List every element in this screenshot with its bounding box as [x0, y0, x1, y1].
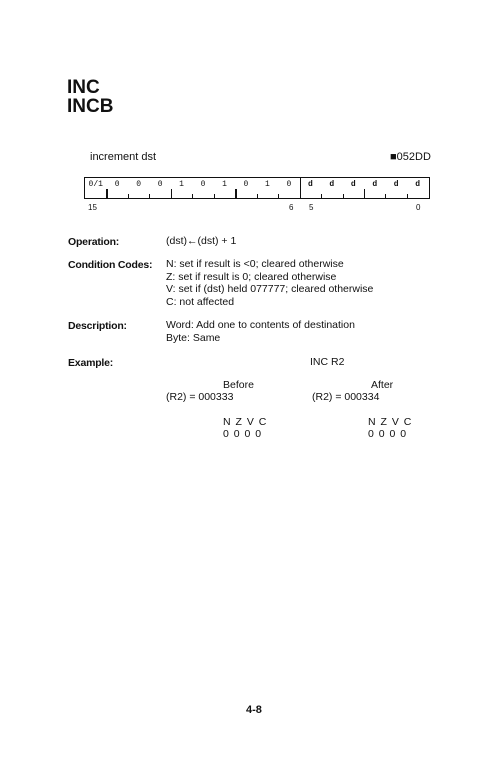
condition-code-n: N: set if result is <0; cleared otherwise: [166, 258, 344, 270]
bit-tick: [128, 194, 129, 198]
instruction-word-box: [84, 177, 430, 199]
octal-group-tick: [364, 189, 365, 198]
bit-cell-4: d: [329, 180, 335, 189]
octal-group-tick: [106, 189, 107, 198]
before-heading: Before: [223, 379, 254, 391]
bit-tick: [321, 194, 322, 198]
bit-cell-5: d: [307, 180, 313, 189]
after-register: (R2) = 000334: [312, 391, 380, 403]
condition-code-v: V: set if (dst) held 077777; cleared otherwise: [166, 283, 374, 295]
after-flags-label: N Z V C: [368, 416, 413, 428]
bit-cell-15: 0/1: [88, 180, 103, 189]
before-flags: 0 0 0 0: [223, 428, 263, 440]
bit-cell-1: d: [393, 180, 399, 189]
bit-tick: [343, 194, 344, 198]
instruction-description: increment dst: [90, 151, 157, 163]
operation-text: (dst)←(dst) + 1: [166, 235, 237, 247]
page-number: 4-8: [246, 704, 262, 716]
description-text: [166, 319, 355, 344]
after-flags: 0 0 0 0: [368, 428, 408, 440]
condition-code-z: Z: set if result is 0; cleared otherwise: [166, 270, 337, 283]
opcode-value: ■052DD: [390, 151, 431, 163]
bit-tick: [257, 194, 258, 198]
operation-label: Operation:: [68, 236, 120, 248]
bit-cell-11: 1: [179, 180, 184, 189]
description-label: Description:: [68, 320, 127, 332]
bit-label-0: 0: [416, 203, 421, 212]
bit-tick: [407, 194, 408, 198]
bit-cell-2: d: [372, 180, 378, 189]
mnemonic-title-inc: INC: [67, 77, 100, 98]
mnemonic-title-incb: INCB: [67, 96, 114, 117]
octal-group-tick: [171, 189, 172, 198]
description-word: Word: Add one to contents of destination: [166, 319, 355, 331]
bit-cell-10: 0: [200, 180, 206, 189]
bit-tick: [278, 194, 279, 198]
before-register: (R2) = 000333: [166, 391, 234, 403]
example-label: Example:: [68, 357, 114, 369]
bit-cell-6: 0: [286, 180, 292, 189]
bit-tick: [214, 194, 215, 198]
bit-label-15: 15: [88, 203, 97, 212]
bit-label-6: 6: [289, 203, 294, 212]
bit-cell-7: 1: [265, 180, 270, 189]
bit-label-5: 5: [309, 203, 314, 212]
condition-code-c: C: not affected: [166, 295, 235, 308]
bit-tick: [149, 194, 150, 198]
condition-codes-list: [166, 258, 373, 308]
bit-cell-13: 0: [136, 180, 142, 189]
after-heading: After: [371, 379, 394, 391]
bit-cell-3: d: [350, 180, 356, 189]
bit-cell-9: 1: [222, 180, 227, 189]
bit-cell-8: 0: [243, 180, 249, 189]
condition-codes-label: Condition Codes:: [68, 259, 153, 271]
octal-group-tick: [235, 189, 236, 198]
bit-cell-0: d: [415, 180, 421, 189]
bit-cell-12: 0: [157, 180, 163, 189]
description-byte: Byte: Same: [166, 331, 221, 344]
bit-tick: [385, 194, 386, 198]
before-flags-label: N Z V C: [223, 416, 268, 428]
example-instruction: INC R2: [310, 356, 345, 368]
field-divider: [300, 178, 301, 198]
bit-tick: [192, 194, 193, 198]
bit-cell-14: 0: [114, 180, 120, 189]
